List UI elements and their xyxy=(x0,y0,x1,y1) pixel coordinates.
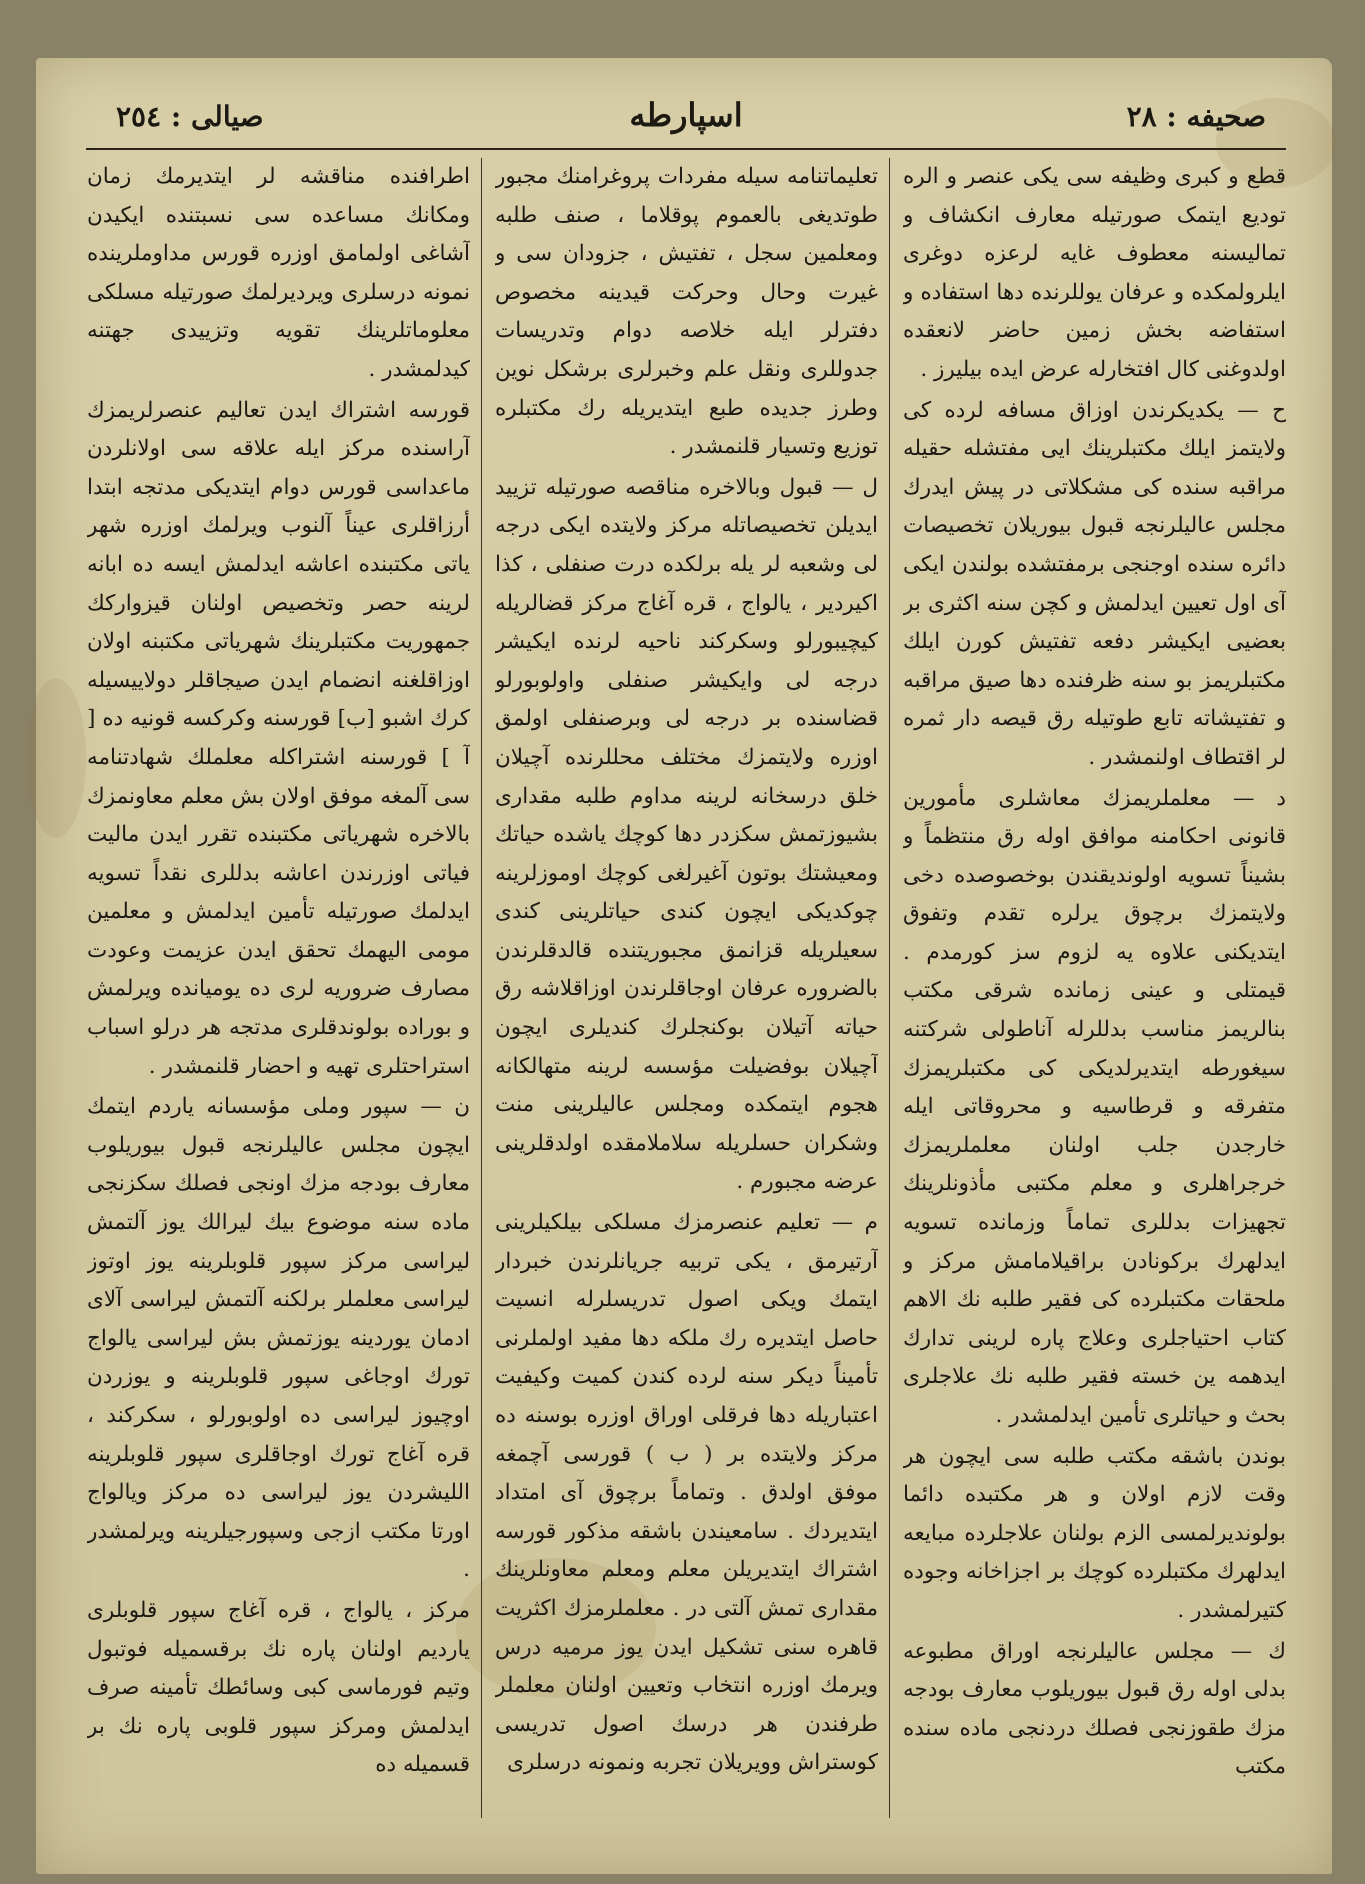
paragraph: م — تعلیم عنصرمزك مسلکی بیلکیلرینی آرتیرمق ، یکی تربیه جریانلرندن خبردار ایتمك ویکی اصول تدریسلرله انسیت حاصل ایتدیره رك ملکه دها مفید اولملرنی تأمیناً دیکر سنه لرده کندن کمیت وکیفیت اعتباریله دها فرقلی اوراق اوزره بوسنه ده مرکز ولایتده بر ( ب ) قورسی آچمغه موفق اولدق . وتماماً برچوق آی امتداد ایتدیردك . سامعیندن باشقه مذکور قورسه اشتراك ایتدیریلن معلم ومعلم معاونلرینك مقداری تمش آلتی در . معلملرمزك اکثریت قاهره سنی تشکیل ایدن یوز مرمیه درس ویرمك اوزره انتخاب وتعیین اولنان معلملر طرفندن هر درسك اصول تدریسی کوستراش وویریلان تجربه ونمونه درسلری xyxy=(495,1210,878,1776)
text-column-middle xyxy=(495,158,878,1838)
paragraph: تعلیماتنامه سیله مفردات پروغرامنك مجبور طوتدیغی بالعموم پوقلاما ، صنف طلبه ومعلمین سجل ، تفتیش ، جزودان سی و غیرت وحال وحرکت قیدینه مخصوص دفترلر ایله خلاصه دوام وتدریسات جدوللری ونقل علم وخبرلری برشکل نوین وطرز جدیده طبع ایتدیریله رك مکتبلره توزیع وتسیار قلنمشدر . xyxy=(495,164,878,460)
paragraph: ك — مجلس عالیلرنجه اوراق مطبوعه بدلی اوله رق قبول بیوریلوب معارف بودجه مزك طقوزنجی فصلك دردنجی ماده سنده مکتب xyxy=(903,1638,1286,1780)
paragraph: ل — قبول وبالاخره مناقصه صورتیله تزیید ایدیلن تخصیصاتله مرکز ولایتده ایکی درجه لی وشعبه لر یله برلکده درت صنفلی ، کذا اکیردیر ، یالواج ، قره آغاج مرکز قضالریله کیچیبورلو وسکرکند ناحیه لرنده ایکیشر درجه لی وایکیشر صنفلی واولوبورلو قضاسنده بر درجه لی وبرصنفلی اولمق اوزره ولایتمزك مختلف محللرنده آچیلان خلق درسخانه لرینه مداوم طلبه مقداری بشیوزتمش سکزدر دها کوچك یاشده حیاتك ومعیشتك بوتون آغیرلغی کوچك اوموزلرینه چوکدیکی ایچون کندی حیاتلرینی کندی سعیلریله قزانمق مجبوریتنده قالدقلرندن بالضروره عرفان اوجاقلرندن اوزاقلاشه رق حیاته آتیلان بوکنجلرك کندیلری ایچون آچیلان بوفضیلت مؤسسه لرینه متهالکانه هجوم ایتمکده ومجلس عالیلرینی منت وشکران حسلریله سلاملامقده اولدقلرینی عرضه مجبورم . xyxy=(495,474,878,1195)
paragraph: ن — سپور وملی مؤسسانه یاردم ایتمك ایچون مجلس عالیلرنجه قبول بیوریلوب معارف بودجه مزك اونجی فصلك سکزنجی ماده سنه موضوع بیك لیرالك یوز آلتمش لیراسی مرکز سپور قلوبلرینه یوز اوتوز لیراسی معلملر برلکنه آلتمش لیراسی آلای ادمان یوردینه یوزتمش بش لیراسی یالواج تورك اوجاغی سپور قلوبلرینه و یوزردن اوچیوز لیراسی ده اولوبورلو ، سکرکند ، قره آغاج تورك اوجاقلری سپور قلوبلرینه اللیشردن یوز لیراسی ده مرکز ویالواج اورتا مکتب ازجی وسپورجیلرینه ویرلمشدر . xyxy=(87,1094,470,1583)
paragraph: ح — یکدیکرندن اوزاق مسافه لرده کی ولایتمز ایلك مکتبلرینك ایی مفتشله حقیله مراقبه سنده کی مشکلاتی در پیش ایدرك مجلس عالیلرنجه قبول بیوریلان تخصیصات دائره سنده اوجنجی برمفتشده بولندن ایکی آی اول تعیین ایدلمش و کچن سنه اکثری بر بعضیی ایکیشر دفعه تفتیش کورن ایلك مکتبلریمز بو سنه ظرفنده دها صیق مراقبه و تفتیشاته تابع طوتیله رق قیصه دار ثمره لر اقتطاف اولنمشدر . xyxy=(903,397,1286,770)
column-divider xyxy=(889,158,890,1818)
newspaper-title: اسپارطه xyxy=(629,96,743,134)
paragraph: مرکز ، یالواج ، قره آغاج سپور قلوبلری یاردیم اولنان پاره نك برقسمیله فوتبول وتیم فورماسی کبی وسائطك تأمینه صرف ایدلمش ومرکز سپور قلوبی پاره نك بر قسمیله ده xyxy=(87,1597,470,1778)
text-column-left xyxy=(87,158,470,1838)
header-divider xyxy=(86,148,1286,150)
issue-number: صیالی : ٢٥٤ xyxy=(116,100,264,133)
page-stain xyxy=(26,678,86,838)
paragraph: قورسه اشتراك ایدن تعالیم عنصرلریمزك آراسنده مرکز ایله علاقه سی اولانلردن ماعداسی قورس دوام ایتدیکی مدتجه ابتدا أرزاقلری عیناً آلنوب ویرلمك اوزره شهر یاتی مکتبنده اعاشه ایدلمش ایسه ده ابانه لرینه حصر وتخصیص اولنان قیزوارکك جمهوریت مکتبلرینك شهریاتی مکتبنه اولان اوزاقلغنه انضمام ایدن صیجاقلر دولاییسیله کرك اشبو [ب] قورسنه وکرکسه قونیه ده [ آ ] قورسنه اشتراکله معلملك شهادتنامه سی آلمغه موفق اولان بش معلم معاونمزك بالاخره شهریاتی مکتبنده تقرر ایدن مالیت فیاتی اوزرندن اعاشه بدللری نقداً تسویه ایدلمك صورتیله تأمین ایدلمش و معلمین مومی الیهمك تحقق ایدن عزیمت وعودت مصارف ضروریه لری ده یومیانده ویرلمش و بوراده بولوندقلری مدتجه هر درلو اسباب استراحتلری تهیه و احضار قلنمشدر . xyxy=(87,397,470,1079)
paragraph: قطع و کبری وظیفه سی یکی عنصر و الره تودیع ایتمک صورتیله معارف انکشاف و تمالیسنه معطوف غایه لرعزه دوغری ایلرولمکده و عرفان یوللرنده دها استفاده و استفاضه بخش زمین حاضر لانعقده اولدوغنی کال افتخارله عرض ایده بیلیرز . xyxy=(903,164,1286,382)
paragraph: اطرافنده مناقشه لر ایتدیرمك زمان ومکانك مساعده سی نسبتنده ایکیدن آشاغی اولمامق اوزره قورس مداوملرینده نمونه درسلری ویردیرلمك صورتیله مسلکی معلوماتلرینك تقویه وتزییدی جهتنه کیدلمشدر . xyxy=(87,164,470,382)
page-number: صحیفه : ٢٨ xyxy=(1126,100,1266,133)
paragraph: بوندن باشقه مکتب طلبه سی ایچون هر وقت لازم اولان و هر مکتبده دائما بولوندیرلمسی الزم بولنان علاجلرده مبایعه ایدلهرك مکتبلرده کوچك بر اجزاخانه وجوده کتیرلمشدر . xyxy=(903,1443,1286,1623)
article-columns xyxy=(86,158,1286,1838)
text-column-right xyxy=(903,158,1286,1838)
newspaper-page xyxy=(36,58,1332,1874)
column-divider xyxy=(481,158,482,1818)
page-header xyxy=(86,94,1286,142)
paragraph: د — معلملریمزك معاشلری مأمورین قانونی احکامنه موافق اوله رق منتظماً و بشیناً تسویه اولوندیقندن بوخصوصده دخی ولایتمزك برچوق یرلره تقدم وتفوق ایتدیکنی علاوه یه لزوم سز کورمدم . قیمتلی و عینی زمانده شرقی مکتب بنالریمز مناسب بدللرله آناطولی شرکتنه سیغورطه ایتدیرلدیکی کی مکتبلریمزك متفرقه و قرطاسیه و محروقاتی ایله خارجدن جلب اولنان معلملریمزك خرجراهلری و معلم مکتبی مأذونلرینك تجهیزات بدللری تماماً وزمانده تسویه ایدلهرك برکونادن براقیلامامش مرکز و ملحقات مکتبلرده کی فقیر طلبه نك الاهم کتاب احتیاجلری وعلاج پاره لرینی تدارك ایدهمه ین خسته فقیر طلبه نك علاجلری بحث و حیاتلری تأمین ایدلمشدر . xyxy=(903,785,1286,1428)
